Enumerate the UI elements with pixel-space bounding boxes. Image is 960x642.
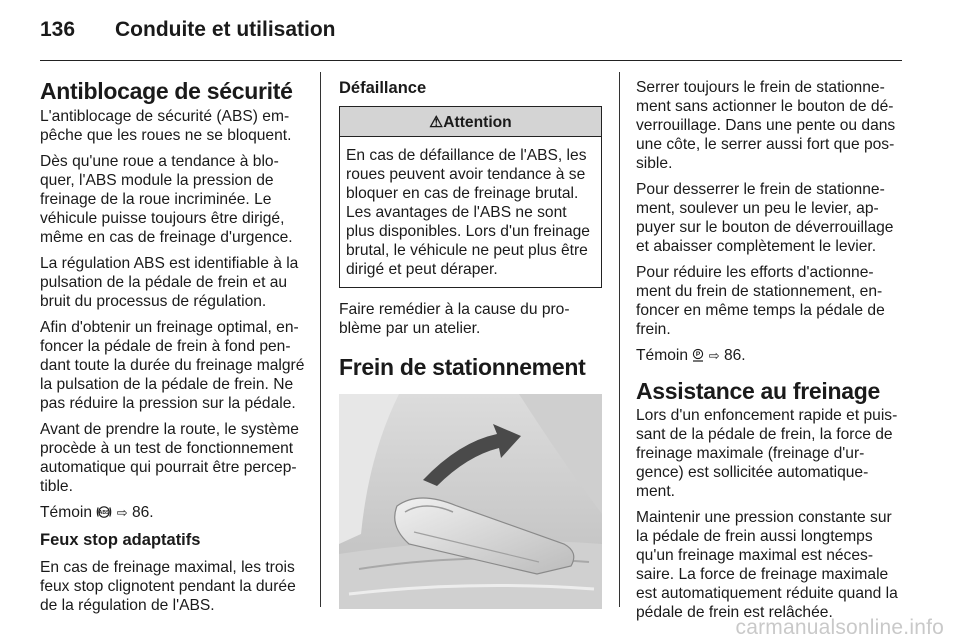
abs-paragraph: L'antiblocage de sécurité (ABS) empêche que les roues ne se bloquent. xyxy=(40,108,292,144)
feux-stop-paragraph: En cas de freinage maximal, les trois feux stop clignotent pendant la durée de la régulation de l'ABS. xyxy=(40,559,296,614)
page-number: 136 xyxy=(40,18,76,41)
warning-text: En cas de défaillance de l'ABS, les roues peuvent avoir tendance à se bloquer en cas de freinage brutal. Les avantages de l'ABS ne sont plus disponibles. Lors d'un freinage brutal, le véhicule ne peut plus être dirigé et peut déraper. xyxy=(346,147,590,278)
column-divider xyxy=(320,72,321,607)
column-divider xyxy=(619,72,620,607)
column-middle xyxy=(339,78,602,609)
defaillance-heading: Défaillance xyxy=(339,79,427,97)
frein-stationnement-heading: Frein de stationnement xyxy=(339,354,586,380)
svg-text:ABS: ABS xyxy=(99,510,110,516)
warning-header xyxy=(340,107,601,137)
column-right xyxy=(636,78,902,629)
temoin-page-ref: 86. xyxy=(131,504,154,521)
abs-paragraph: Afin d'obtenir un freinage optimal, enfoncer la pédale de frein à fond pendant toute la durée du freinage malgré la pulsation de la pédale de frein. Ne pas réduire la pression sur la pédale. xyxy=(40,319,305,412)
abs-heading: Antiblocage de sécurité xyxy=(40,78,293,104)
defaillance-paragraph: Faire remédier à la cause du problème par un atelier. xyxy=(339,301,570,337)
page-reference-arrow-icon: ⇨ xyxy=(116,506,128,521)
warning-title: Attention xyxy=(443,114,512,131)
watermark: carmanualsonline.info xyxy=(735,616,944,639)
abs-paragraph: La régulation ABS est identifiable à la pulsation de la pédale de frein et au bruit du processus de régulation. xyxy=(40,255,299,310)
assistance-paragraph: Maintenir une pression constante sur la pédale de frein aussi longtemps qu'un freinage maximal est nécessaire. La force de freinage maximale est automatiquement réduite quand la pédale de frein est relâchée. xyxy=(636,509,898,621)
abs-paragraph: Dès qu'une roue a tendance à bloquer, l'ABS module la pression de freinage de la roue incriminée. Le véhicule puisse toujours être dirigé, même en cas de freinage d'urgence. xyxy=(40,153,293,246)
section-title: Conduite et utilisation xyxy=(115,18,336,41)
assistance-paragraph: Lors d'un enfoncement rapide et puissant de la pédale de frein, la force de freinage maximale (freinage d'urgence) est sollicitée automatiquement. xyxy=(636,407,898,500)
temoin-page-ref: 86. xyxy=(723,347,746,364)
feux-stop-heading: Feux stop adaptatifs xyxy=(40,531,201,549)
parking-brake-icon xyxy=(692,347,704,364)
warning-triangle-icon: ⚠ xyxy=(429,114,444,131)
parking-brake-illustration xyxy=(339,394,602,609)
temoin-label: Témoin xyxy=(40,504,92,521)
column-left xyxy=(40,78,305,622)
assistance-freinage-heading: Assistance au freinage xyxy=(636,378,880,404)
stationnement-paragraph: Pour réduire les efforts d'actionnement du frein de stationnement, enfoncer en même temps la pédale de frein. xyxy=(636,264,885,338)
stationnement-paragraph: Pour desserrer le frein de stationnement, soulever un peu le levier, appuyer sur le bouton de déverrouillage et abaisser complètement le levier. xyxy=(636,181,894,255)
page-reference-arrow-icon: ⇨ xyxy=(708,349,720,364)
temoin-label: Témoin xyxy=(636,347,688,364)
stationnement-temoin-reference xyxy=(636,346,902,366)
header-rule xyxy=(40,60,902,61)
page-header xyxy=(40,18,336,42)
abs-warning-icon xyxy=(96,504,112,521)
abs-temoin-reference xyxy=(40,503,305,523)
stationnement-paragraph: Serrer toujours le frein de stationnement sans actionner le bouton de déverrouillage. Dans une pente ou dans une côte, le serrer aussi fort que possible. xyxy=(636,79,896,172)
abs-paragraph: Avant de prendre la route, le système procède à un test de fonctionnement automatique qui pourrait être perceptible. xyxy=(40,421,299,495)
warning-box xyxy=(339,106,602,288)
svg-text:P: P xyxy=(696,351,701,359)
